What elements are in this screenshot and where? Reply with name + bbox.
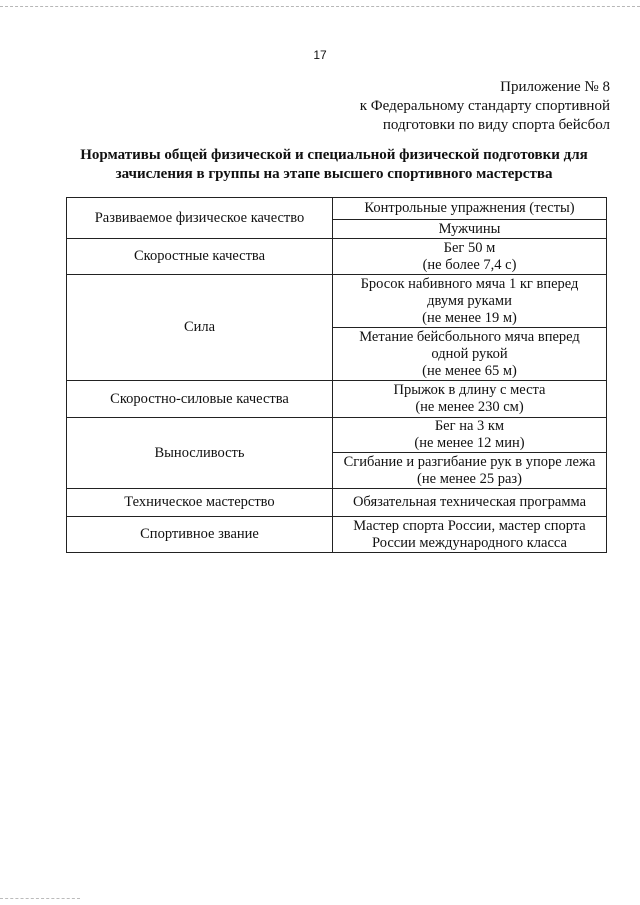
test-line: двумя руками (427, 292, 512, 309)
test-line: Бег на 3 км (434, 418, 505, 434)
quality-cell: Техническое мастерство (67, 489, 333, 517)
title-line-1: Нормативы общей физической и специальной физической подготовки для (80, 147, 588, 163)
test-cell (333, 489, 607, 517)
test-line: Сгибание и разгибание рук в упоре лежа (343, 453, 596, 470)
test-cell (333, 275, 607, 328)
test-cell (333, 239, 607, 275)
appendix-line-2: к Федеральному стандарту спортивной (359, 98, 610, 114)
test-line: (не менее 19 м) (422, 309, 517, 326)
test-line: одной рукой (431, 345, 508, 362)
appendix-line-3: подготовки по виду спорта бейсбол (382, 117, 610, 133)
table-row (67, 489, 607, 517)
header-tests: Контрольные упражнения (тесты) (333, 198, 607, 220)
test-line: (не менее 65 м) (422, 362, 517, 379)
title-line-2: зачисления в группы на этапе высшего спортивного мастерства (115, 166, 553, 182)
test-line: (не менее 12 мин) (414, 435, 525, 451)
scan-edge-bottom (0, 898, 80, 899)
test-cell (333, 517, 607, 553)
test-cell (333, 453, 607, 489)
table-row (67, 517, 607, 553)
quality-cell: Спортивное звание (67, 517, 333, 553)
test-line: Бег 50 м (443, 239, 496, 256)
test-line: Бросок набивного мяча 1 кг вперед (360, 275, 579, 292)
test-line: Метание бейсбольного мяча вперед (359, 328, 580, 345)
header-quality: Развиваемое физическое качество (67, 198, 333, 239)
quality-cell: Скоростно-силовые качества (67, 381, 333, 418)
quality-cell: Скоростные качества (67, 239, 333, 275)
table-row (67, 418, 607, 453)
test-line: (не менее 25 раз) (417, 470, 522, 487)
table-row (67, 381, 607, 418)
page-number: 17 (313, 48, 327, 62)
test-line: (не более 7,4 с) (422, 256, 517, 273)
test-line: Мастер спорта России, мастер спорта (353, 517, 586, 534)
header-gender: Мужчины (333, 220, 607, 239)
test-line: Прыжок в длину с места (393, 382, 546, 398)
test-line: (не менее 230 см) (415, 399, 524, 415)
appendix-line-1: Приложение № 8 (500, 79, 610, 95)
quality-cell: Выносливость (67, 418, 333, 489)
scan-edge-top (0, 6, 640, 7)
table-row (67, 275, 607, 328)
test-line: России международного класса (372, 534, 567, 551)
quality-cell: Сила (67, 275, 333, 381)
test-cell (333, 328, 607, 381)
test-line: Обязательная техническая программа (352, 494, 587, 510)
document-title (60, 146, 608, 184)
appendix-header (360, 78, 610, 135)
table-row (67, 239, 607, 275)
table-header-row (67, 198, 607, 220)
test-cell (333, 418, 607, 453)
test-cell (333, 381, 607, 418)
standards-table (66, 197, 607, 553)
